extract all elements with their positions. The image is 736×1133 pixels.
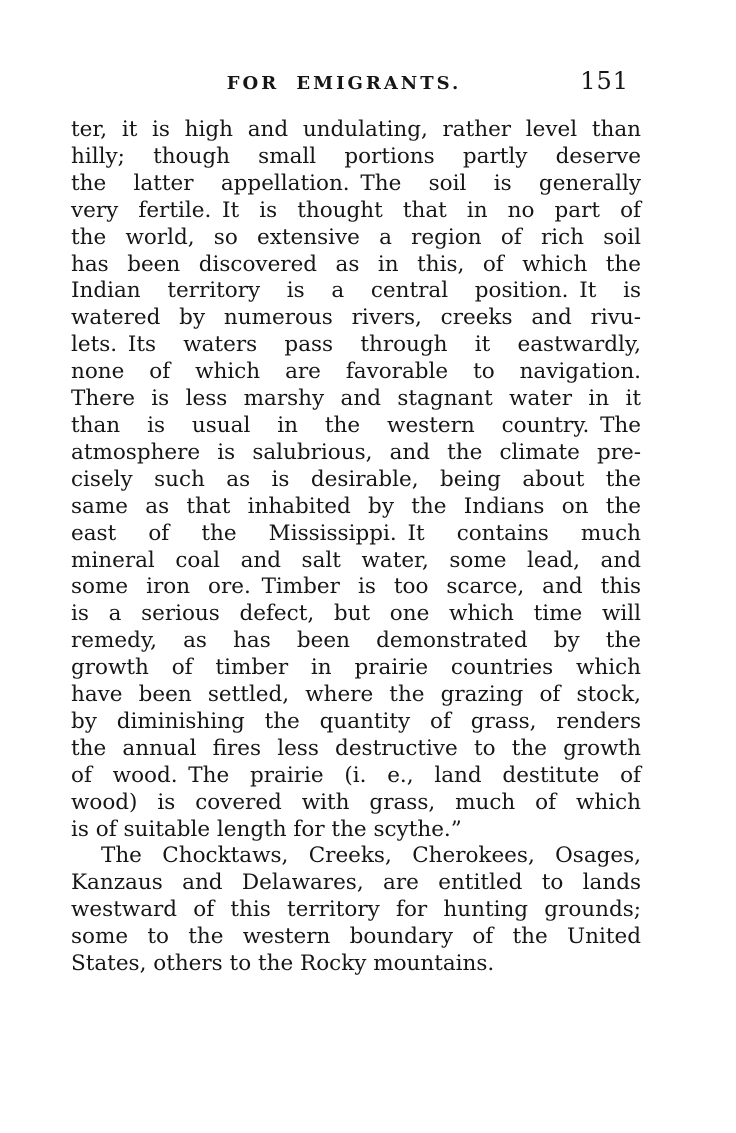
text-line: States, others to the Rocky mountains. xyxy=(71,951,495,977)
text-line: the latter appellation. The soil is generally xyxy=(71,170,641,196)
page-body xyxy=(71,117,641,978)
page-number: 151 xyxy=(580,67,629,95)
text-line: none of which are favorable to navigation. xyxy=(71,359,641,385)
text-line: lets. Its waters pass through it eastwardly, xyxy=(71,332,641,358)
text-line: remedy, as has been demonstrated by the xyxy=(71,628,641,654)
text-line: of wood. The prairie (i. e., land destitute of xyxy=(71,762,641,788)
text-line: by diminishing the quantity of grass, renders xyxy=(71,708,641,734)
running-header-title: FOR EMIGRANTS. xyxy=(226,73,462,94)
running-header xyxy=(71,67,641,99)
text-line: have been settled, where the grazing of stock, xyxy=(71,682,641,708)
text-line: some to the western boundary of the United xyxy=(71,924,641,950)
text-line: watered by numerous rivers, creeks and rivu- xyxy=(71,305,641,331)
text-line: same as that inhabited by the Indians on the xyxy=(71,493,641,519)
text-line: very fertile. It is thought that in no part of xyxy=(71,197,641,223)
text-line: the world, so extensive a region of rich soil xyxy=(71,224,641,250)
text-line: There is less marshy and stagnant water in it xyxy=(71,386,641,412)
text-line: atmosphere is salubrious, and the climate pre- xyxy=(71,439,641,465)
text-line: hilly; though small portions partly deserve xyxy=(71,143,641,169)
text-line: Kanzaus and Delawares, are entitled to lands xyxy=(71,870,641,896)
text-line: The Chocktaws, Creeks, Cherokees, Osages, xyxy=(101,843,641,869)
paragraph xyxy=(71,843,641,978)
text-line: is of suitable length for the scythe.” xyxy=(71,816,462,842)
text-line: wood) is covered with grass, much of which xyxy=(71,789,641,815)
text-line: some iron ore. Timber is too scarce, and this xyxy=(71,574,641,600)
text-line: Indian territory is a central position. It is xyxy=(71,278,641,304)
text-line: ter, it is high and undulating, rather level than xyxy=(71,117,641,142)
text-line: is a serious defect, but one which time will xyxy=(71,601,641,627)
text-line: mineral coal and salt water, some lead, and xyxy=(71,547,641,573)
paragraph xyxy=(71,117,641,843)
text-line: east of the Mississippi. It contains much xyxy=(71,520,641,546)
text-line: cisely such as is desirable, being about the xyxy=(71,466,641,492)
text-line: westward of this territory for hunting grounds; xyxy=(71,897,641,923)
text-line: growth of timber in prairie countries which xyxy=(71,655,641,681)
text-line: the annual fires less destructive to the growth xyxy=(71,735,641,761)
text-line: than is usual in the western country. The xyxy=(71,412,641,438)
text-line: has been discovered as in this, of which the xyxy=(71,251,641,277)
